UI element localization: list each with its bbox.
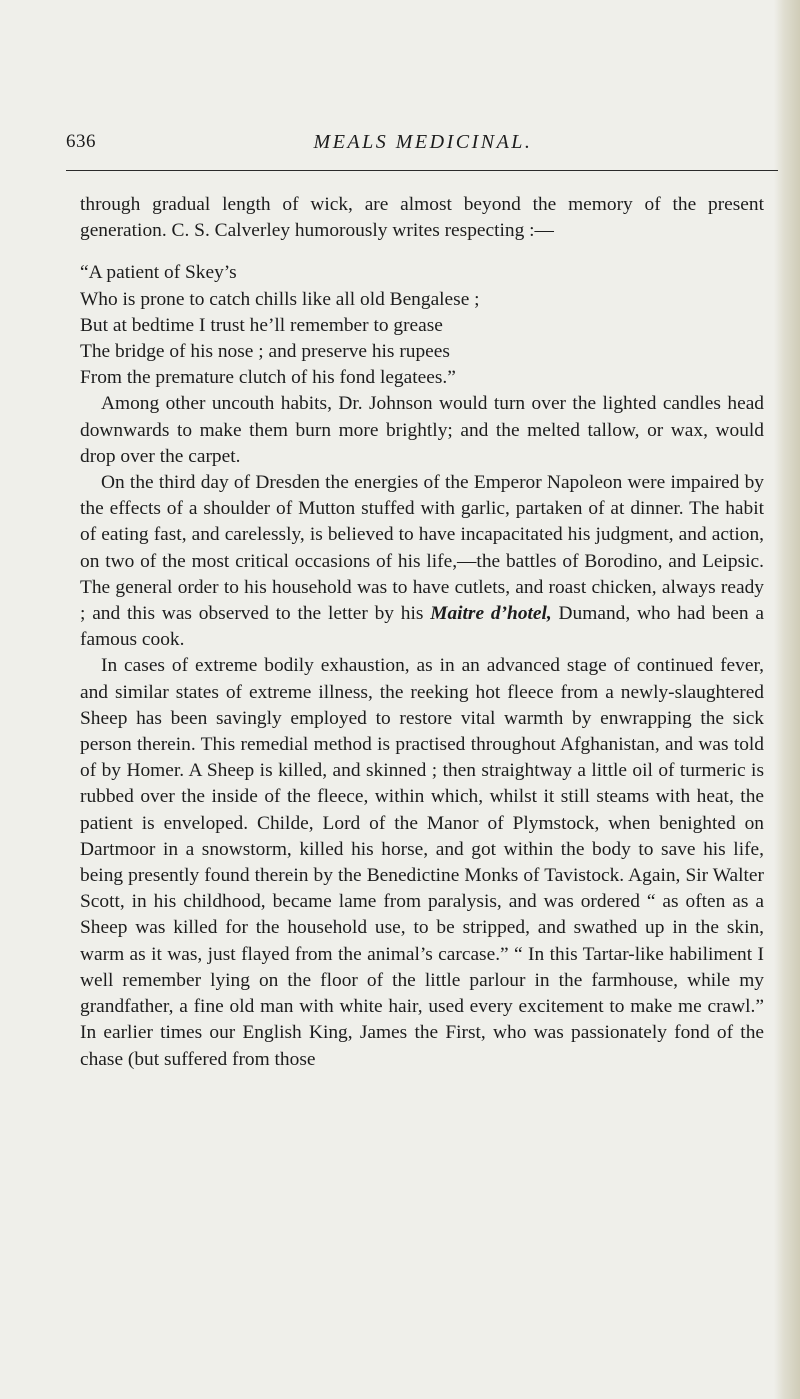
page-header: [66, 131, 780, 161]
verse-line: But at bedtime I trust he’ll remember to grease: [80, 314, 443, 336]
verse-line: From the premature clutch of his fond legatees.”: [80, 367, 456, 389]
napoleon-paragraph: [80, 470, 764, 653]
intro-paragraph: through gradual length of wick, are almost beyond the memory of the present generation. C. S. Calverley humorously writes respecting :—: [80, 194, 764, 242]
page-number: 636: [66, 131, 96, 152]
sheep-paragraph: In cases of extreme bodily exhaustion, as in an advanced stage of continued fever, and similar states of extreme illness, the reeking hot fleece from a newly-slaughtered Sheep has been savingly employed to restore vital warmth by enwrapping the sick person therein. This remedial method is practised throughout Afghanistan, and was told of by Homer. A Sheep is killed, and skinned ; then straightway a little oil of turmeric is rubbed over the inside of the fleece, within which, whilst it still steams with heat, the patient is enveloped. Childe, Lord of the Manor of Plymstock, when benighted on Dartmoor in a snowstorm, killed his horse, and got within the body to save his life, being presently found therein by the Benedictine Monks of Tavistock. Again, Sir Walter Scott, in his childhood, became lame from paralysis, and was ordered “ as often as a Sheep was killed for the household use, to be stripped, and swathed up in the skin, warm as it was, just flayed from the animal’s carcase.” “ In this Tartar-like habiliment I well remember lying on the floor of the little parlour in the farmhouse, while my grandfather, a fine old man with white hair, used every excitement to make me crawl.” In earlier times our English King, James the First, who was passionately fond of the chase (but suffered from those: [80, 655, 764, 1070]
verse-line: Who is prone to catch chills like all old Bengalese ;: [80, 288, 480, 310]
napoleon-text-end: Dumand, who had been a famous cook.: [80, 603, 764, 651]
page-edge-shading: [774, 0, 800, 1399]
verse-line: The bridge of his nose ; and preserve his rupees: [80, 341, 450, 363]
napoleon-text: On the third day of Dresden the energies of the Emperor Napoleon were impaired by the effects of a shoulder of Mutton stuffed with garlic, partaken of at dinner. The habit of eating fast, and carelessly, is believed to have incapacitated his judgment, and action, on two of the most critical occasions of his life,—the battles of Borodino, and Leipsic. The general order to his household was to have cutlets, and roast chicken, always ready ; and this was observed to the letter by his: [80, 472, 764, 625]
running-title: MEALS MEDICINAL.: [313, 131, 533, 153]
maitre-d-hotel-italic: Maitre d’hotel,: [430, 603, 552, 625]
header-rule: [66, 170, 778, 171]
verse-line: “A patient of Skey’s: [80, 262, 237, 284]
johnson-paragraph: Among other uncouth habits, Dr. Johnson would turn over the lighted candles head downwards to make them burn more brightly; and the melted tallow, or wax, would drop over the carpet.: [80, 393, 764, 467]
page-body: [80, 192, 764, 1073]
